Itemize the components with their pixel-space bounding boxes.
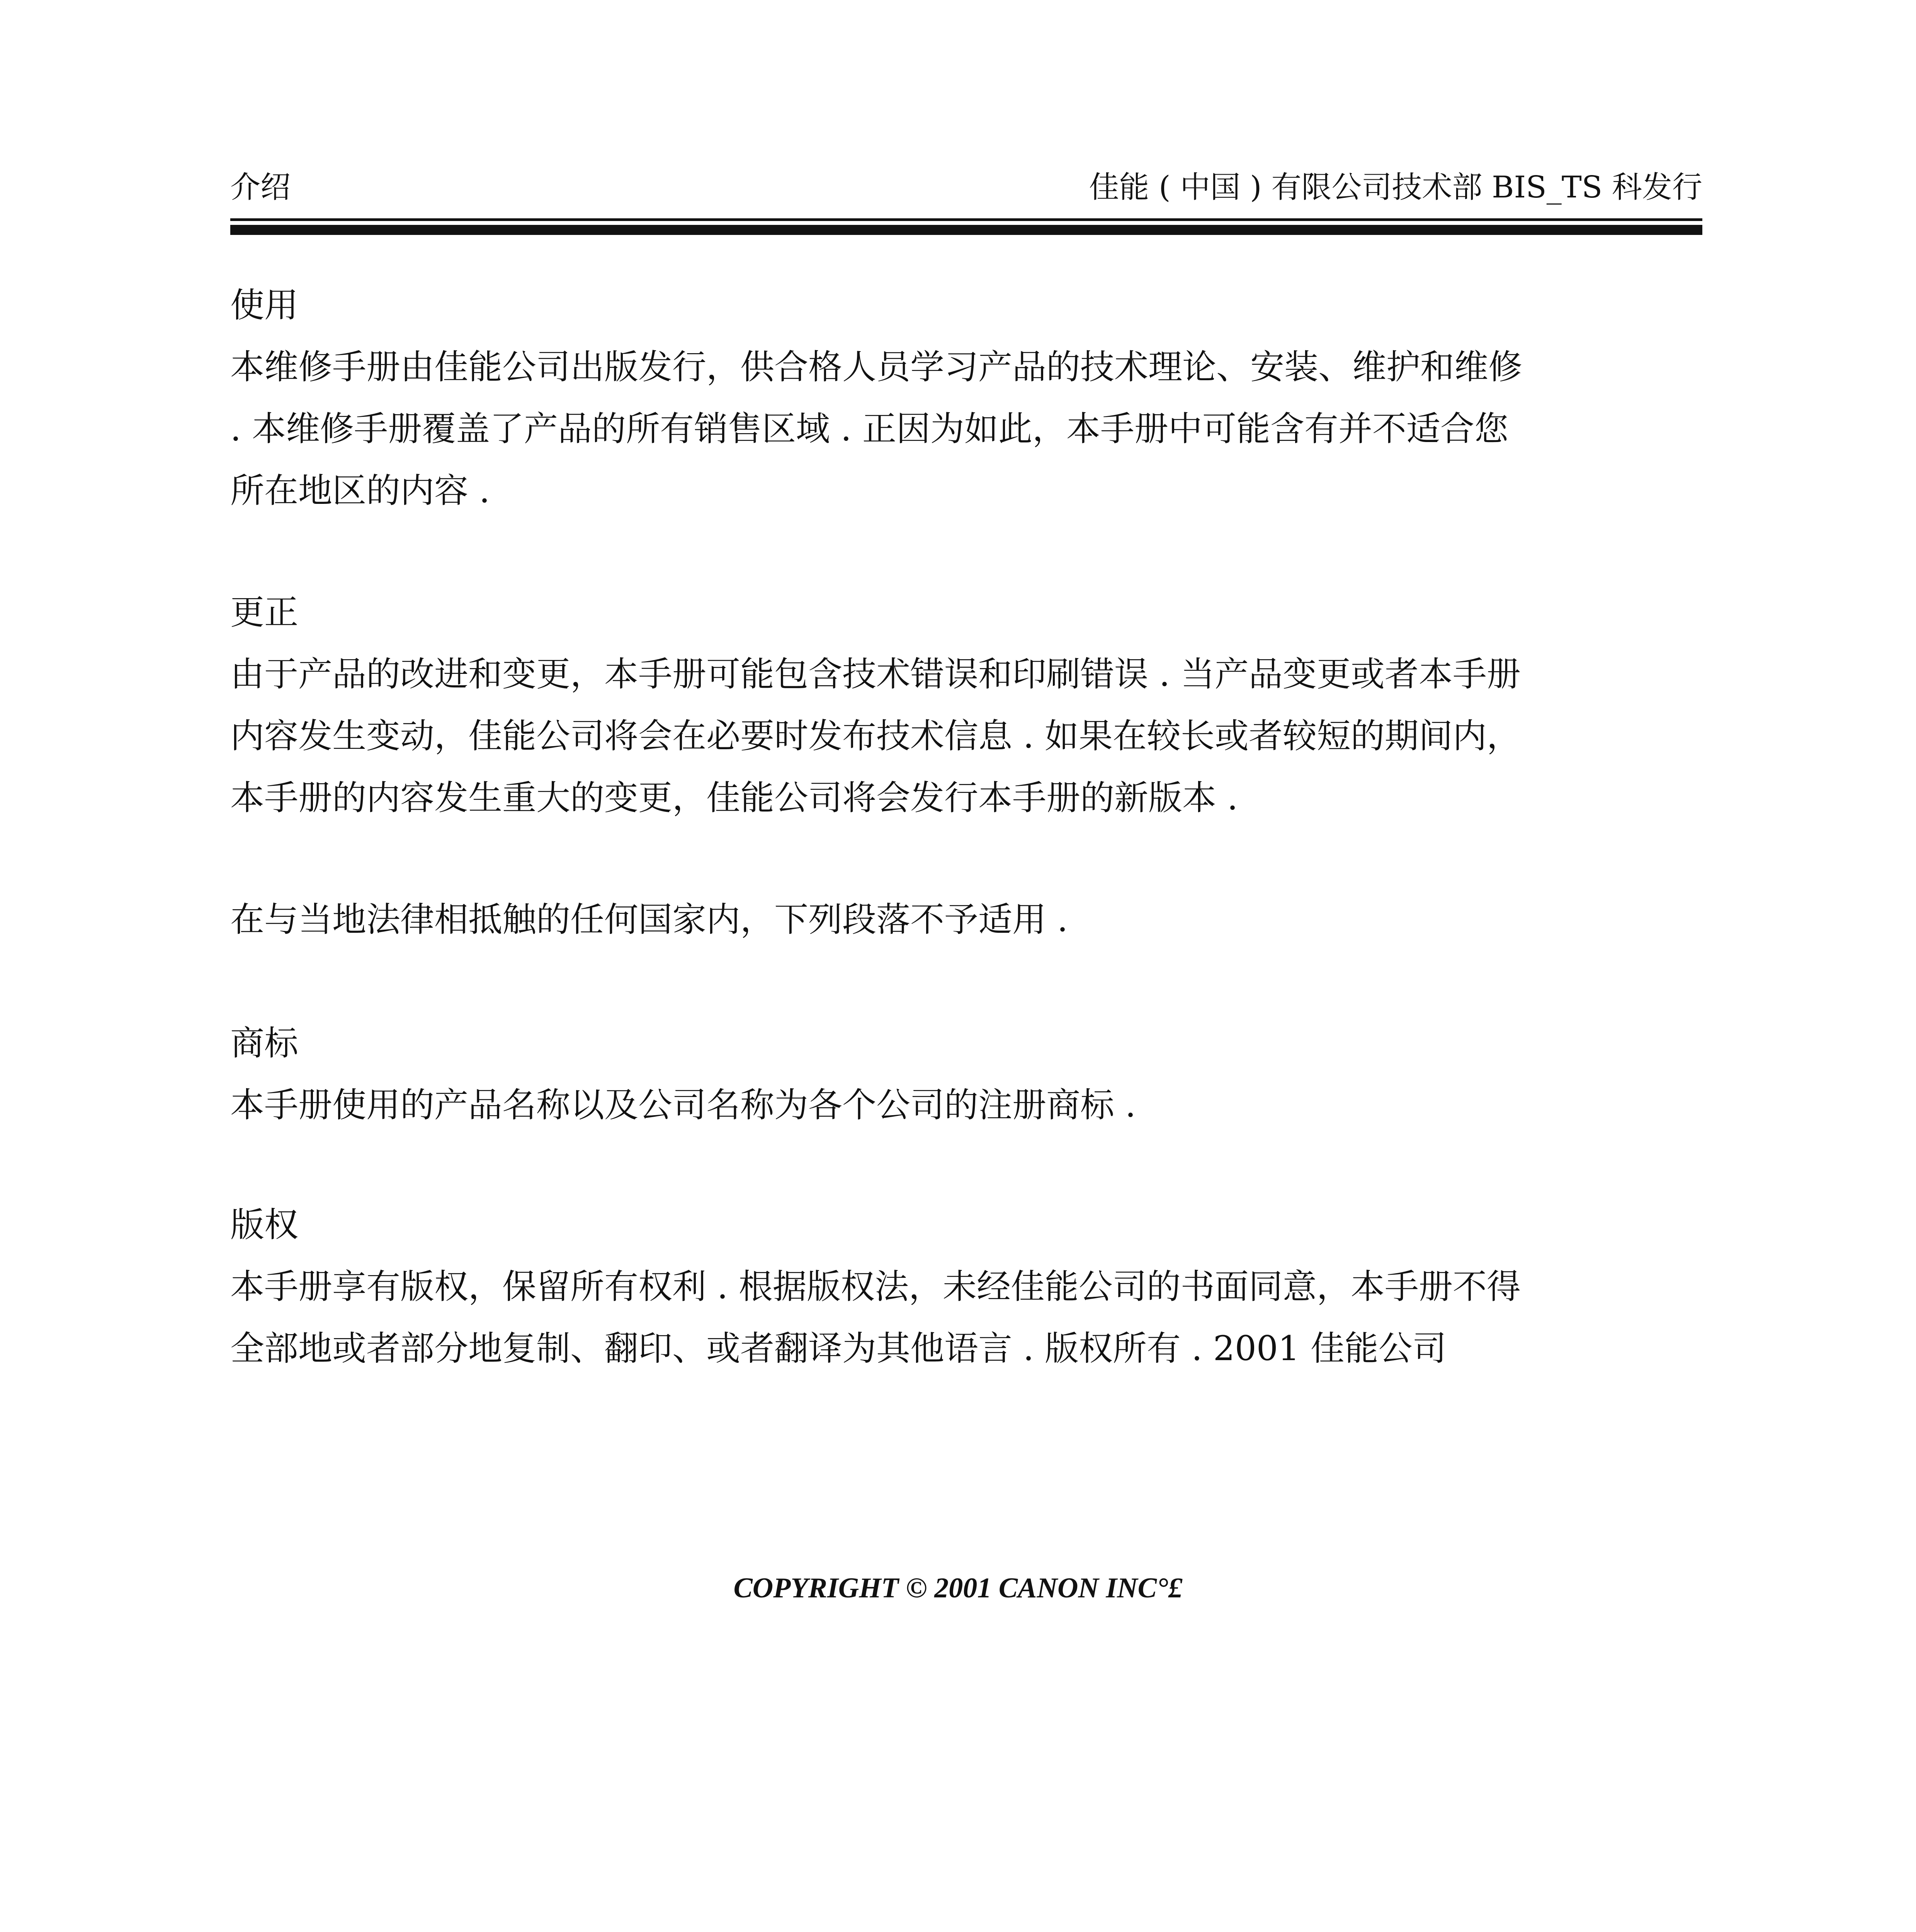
body-line: 本手册的内容发生重大的变更，佳能公司将会发行本手册的新版本 . bbox=[230, 778, 1238, 818]
body-line: . 本维修手册覆盖了产品的所有销售区域 . 正因为如此，本手册中可能含有并不适合您 bbox=[230, 409, 1508, 449]
page-header bbox=[230, 162, 1702, 205]
section-corrections bbox=[230, 582, 1702, 829]
section-usage bbox=[230, 274, 1702, 522]
header-rule-thin bbox=[230, 218, 1702, 221]
section-title: 使用 bbox=[230, 285, 299, 325]
section-title: 版权 bbox=[230, 1205, 299, 1245]
section-title: 更正 bbox=[230, 592, 299, 632]
body-line: 本维修手册由佳能公司出版发行，供合格人员学习产品的技术理论、安装、维护和维修 bbox=[230, 347, 1523, 387]
body-line: 在与当地法律相抵触的任何国家内，下列段落不予适用 . bbox=[230, 900, 1068, 939]
body-line: 本手册使用的产品名称以及公司名称为各个公司的注册商标 . bbox=[230, 1085, 1136, 1125]
header-publisher: 佳能 ( 中国 ) 有限公司技术部 BIS_TS 科发行 bbox=[1089, 170, 1702, 205]
section-applicability bbox=[230, 889, 1702, 951]
section-trademarks bbox=[230, 1012, 1702, 1136]
body-line: 内容发生变动，佳能公司将会在必要时发布技术信息 . 如果在较长或者较短的期间内， bbox=[230, 716, 1521, 756]
body-line: 本手册享有版权，保留所有权利 . 根据版权法，未经佳能公司的书面同意，本手册不得 bbox=[230, 1267, 1521, 1306]
copyright-notice: COPYRIGHT © 2001 CANON INC°£ bbox=[733, 1572, 1183, 1604]
body-line: 所在地区的内容 . bbox=[230, 471, 490, 510]
section-title: 商标 bbox=[230, 1023, 299, 1063]
section-copyright bbox=[230, 1194, 1702, 1379]
body-line: 由于产品的改进和变更，本手册可能包含技术错误和印刷错误 . 当产品变更或者本手册 bbox=[230, 654, 1521, 694]
header-rule-thick bbox=[230, 225, 1702, 235]
header-section-label: 介绍 bbox=[230, 170, 291, 205]
body-line: 全部地或者部分地复制、翻印、或者翻译为其他语言 . 版权所有 . 2001 佳能公司 bbox=[230, 1328, 1447, 1368]
